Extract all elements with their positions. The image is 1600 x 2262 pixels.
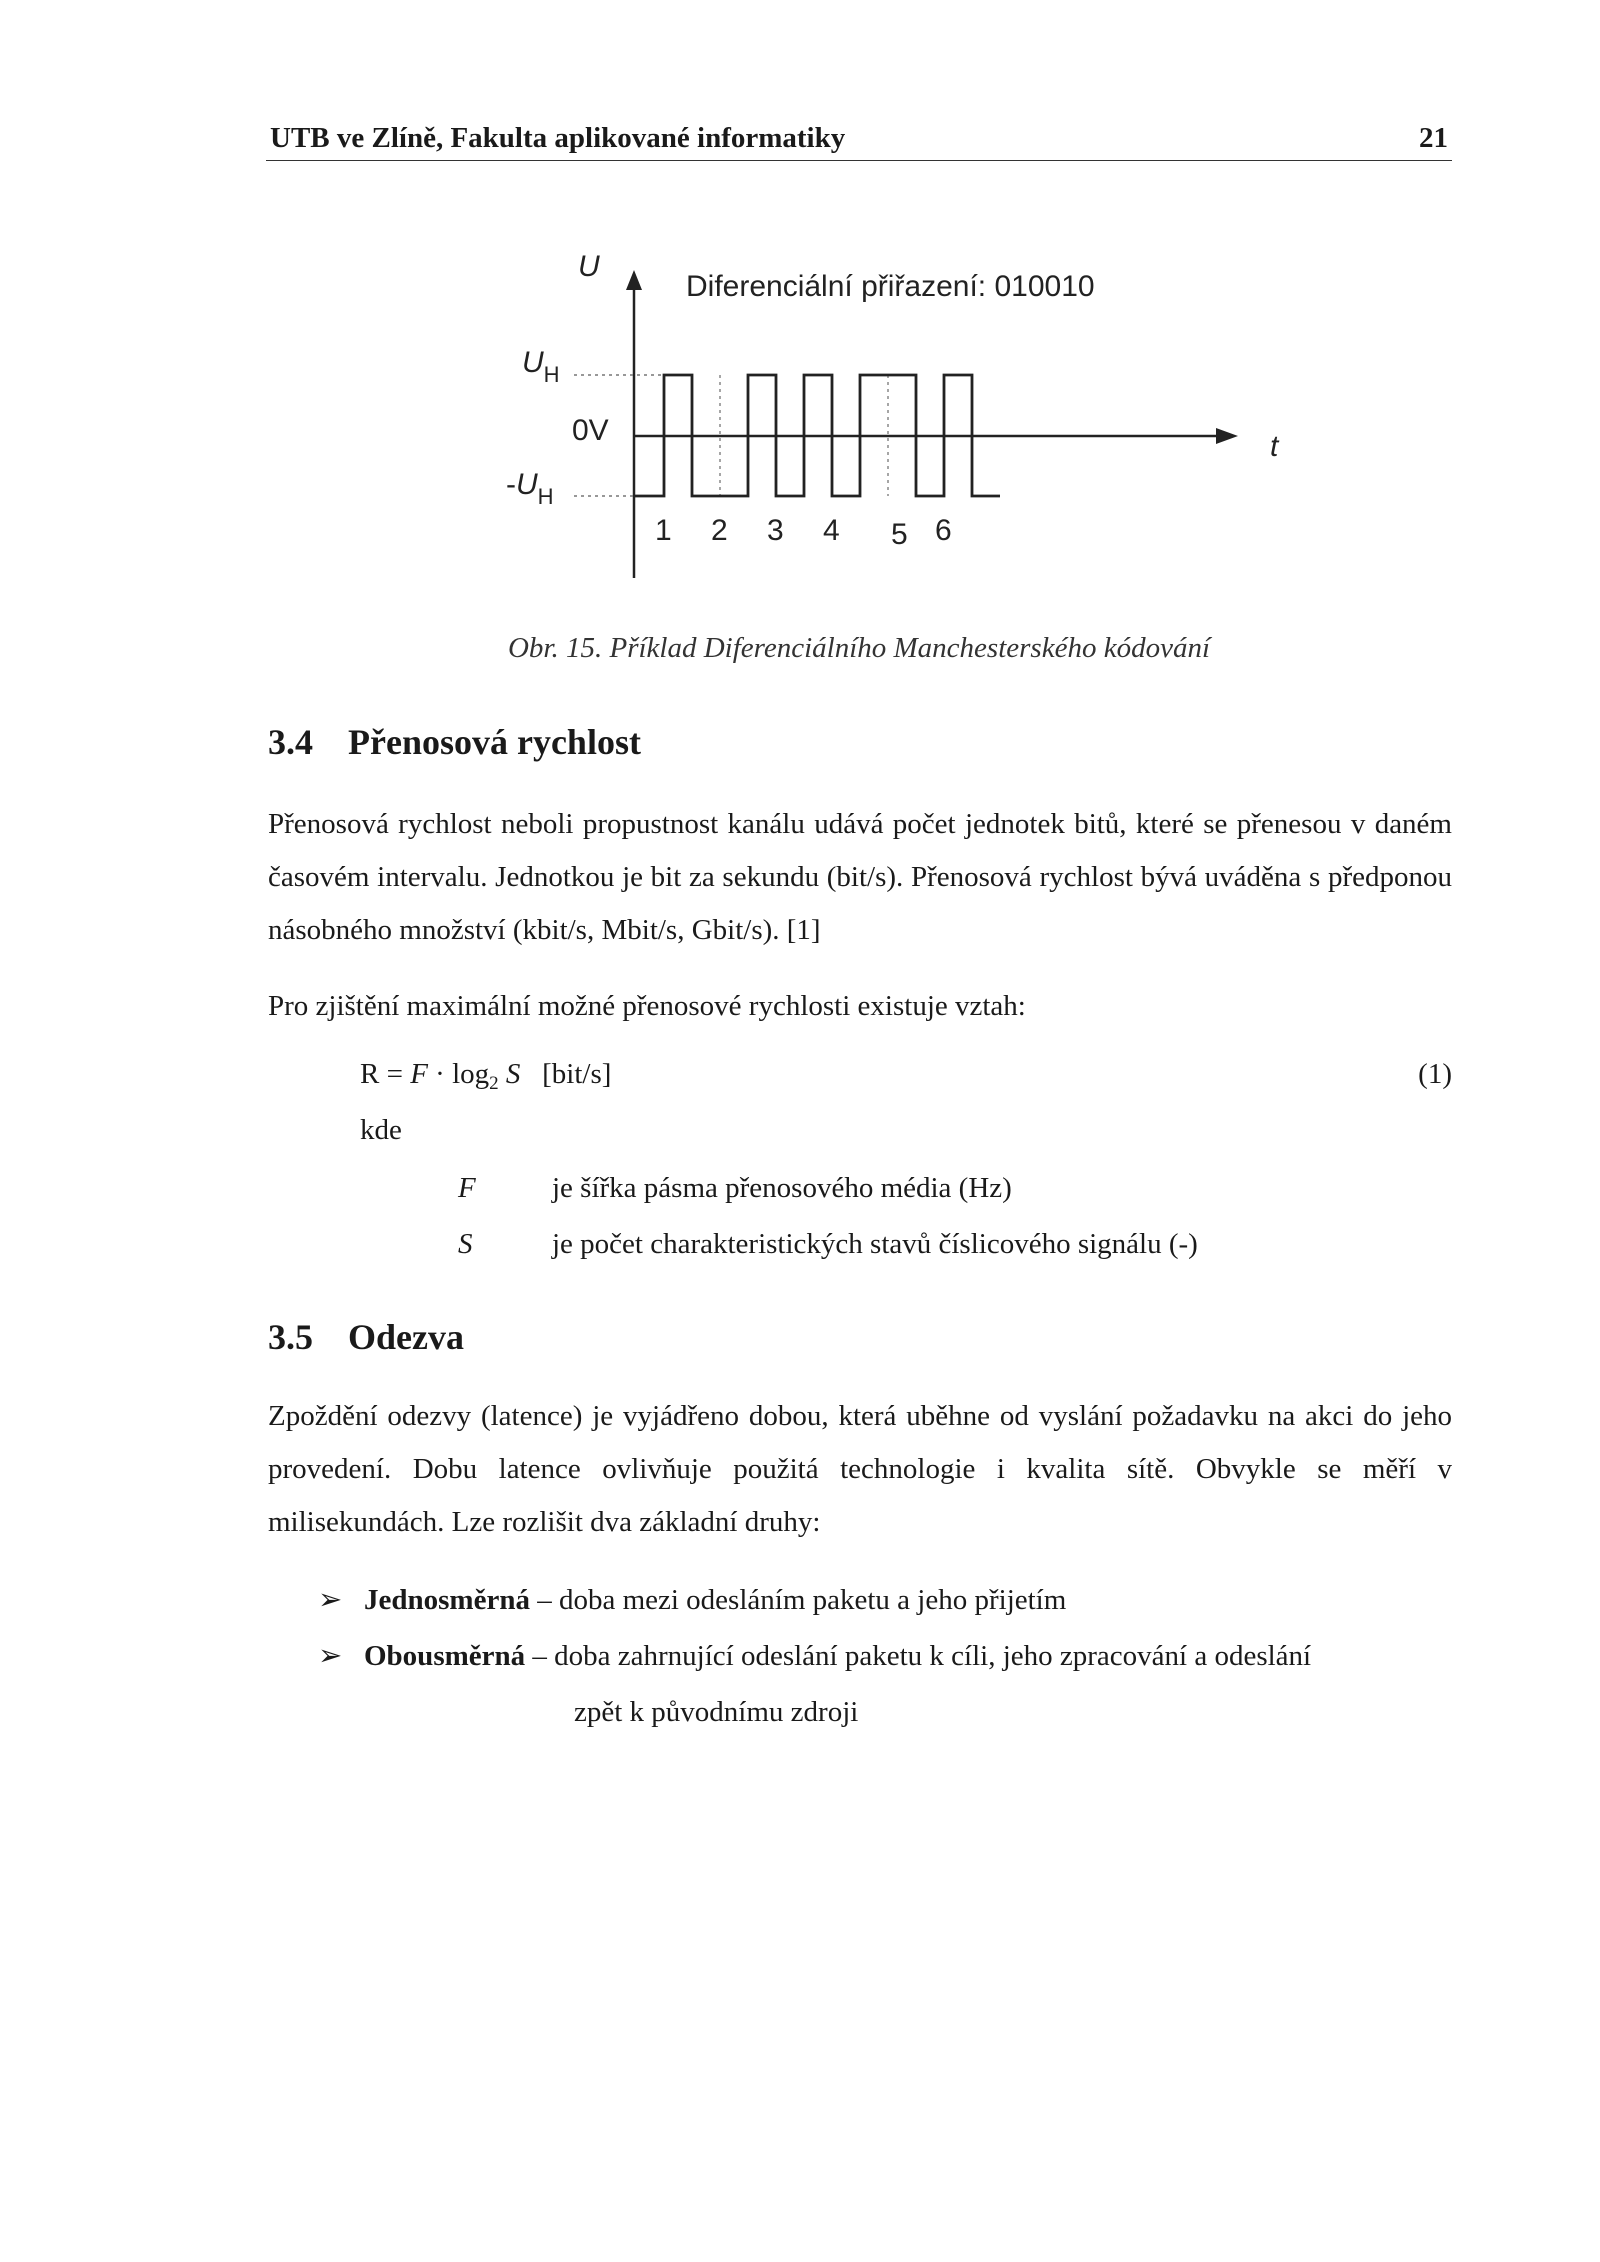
formula-log-base: 2	[489, 1073, 499, 1094]
paragraph-transfer-rate: Přenosová rychlost neboli propustnost kanálu udává počet jednotek bitů, které se přenesou v daném časovém intervalu. Jednotkou je bit za sekundu (bit/s). Přenosová rychlost bývá uváděna s předponou násobného množství (kbit/s, Mbit/s, Gbit/s). [1]	[268, 808, 1452, 946]
bit-number-label: 5	[891, 518, 908, 551]
uh-label-main: U	[522, 346, 544, 379]
list-item-description: – doba mezi odesláním paketu a jeho přijetím	[529, 1584, 1067, 1616]
bullet-arrow-icon: ➢	[318, 1584, 343, 1616]
formula-expression	[360, 1058, 611, 1095]
uh-label	[522, 346, 560, 387]
list-item-term: Jednosměrná	[364, 1584, 530, 1616]
page-header	[266, 118, 1452, 161]
section-number: 3.4	[268, 722, 313, 762]
page-number: 21	[1419, 122, 1448, 154]
list-item-term: Obousměrná	[364, 1640, 526, 1672]
section-title: Přenosová rychlost	[348, 722, 641, 762]
list-item-text	[364, 1572, 1452, 1628]
bit-number-label: 2	[711, 514, 728, 547]
neg-uh-label	[506, 468, 554, 509]
uh-label-sub: H	[543, 362, 560, 387]
zero-label: 0V	[572, 414, 609, 447]
variable-description: je šířka pásma přenosového média (Hz)	[552, 1172, 1012, 1204]
variable-row	[458, 1228, 1452, 1280]
list-item-text	[364, 1628, 1452, 1740]
where-label: kde	[360, 1114, 402, 1146]
paragraph-formula-intro: Pro zjištění maximální možné přenosové rychlosti existuje vztah:	[268, 990, 1026, 1022]
variable-symbol: S	[458, 1228, 473, 1260]
bit-number-label: 4	[823, 514, 840, 547]
bit-number-label: 3	[767, 514, 784, 547]
formula-1	[360, 1058, 1452, 1108]
list-item-continuation: zpět k původnímu zdroji	[574, 1696, 859, 1728]
neg-uh-label-main: U	[516, 468, 538, 501]
x-axis-label: t	[1270, 430, 1279, 463]
list-item-description: – doba zahrnující odeslání paketu k cíli, jeho zpracování a odeslání	[525, 1640, 1312, 1672]
y-axis-arrowhead	[626, 270, 642, 290]
formula-f: F	[410, 1058, 428, 1090]
bullet-arrow-icon: ➢	[318, 1640, 343, 1672]
variable-symbol: F	[458, 1172, 476, 1204]
variable-description: je počet charakteristických stavů číslicového signálu (-)	[552, 1228, 1198, 1260]
paragraph-latency: Zpoždění odezvy (latence) je vyjádřeno dobou, která uběhne od vyslání požadavku na akci do jeho provedení. Dobu latence ovlivňuje použitá technologie i kvalita sítě. Obvykle se měří v milisekundách. Lze rozlišit dva základní druhy:	[268, 1400, 1452, 1538]
equation-number: (1)	[1418, 1058, 1452, 1090]
signal-diagram	[490, 240, 1310, 590]
neg-uh-label-sub: H	[537, 484, 554, 509]
header-title: UTB ve Zlíně, Fakulta aplikované informatiky	[270, 122, 846, 154]
y-axis-label: U	[578, 250, 600, 283]
bit-labels	[655, 514, 952, 551]
bit-number-label: 1	[655, 514, 672, 547]
figure-caption: Obr. 15. Příklad Diferenciálního Manchesterského kódování	[507, 632, 1211, 664]
formula-s: S	[505, 1058, 521, 1090]
formula-log: · log	[427, 1058, 490, 1090]
variable-row	[458, 1172, 1452, 1224]
section-heading-3-4	[268, 721, 641, 763]
section-number: 3.5	[268, 1317, 313, 1357]
diagram-heading: Diferenciální přiřazení: 010010	[686, 270, 1095, 303]
section-title: Odezva	[348, 1317, 464, 1357]
manchester-figure	[490, 240, 1310, 590]
bit-number-label: 6	[935, 514, 952, 547]
neg-uh-label-prefix: -	[506, 468, 516, 501]
x-axis-arrowhead	[1216, 428, 1238, 444]
formula-unit: [bit/s]	[542, 1058, 612, 1090]
formula-lhs: R =	[360, 1058, 411, 1090]
section-heading-3-5	[268, 1316, 464, 1358]
